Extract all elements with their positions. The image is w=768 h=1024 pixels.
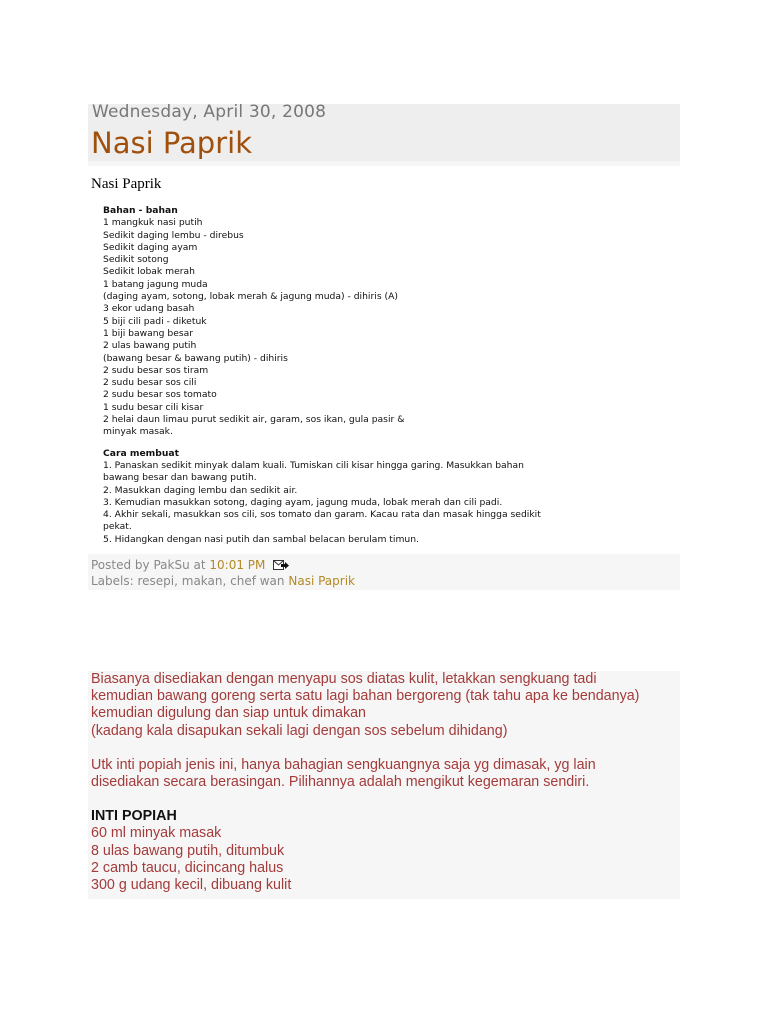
post-title[interactable]: Nasi Paprik: [91, 126, 252, 160]
method-line: pekat.: [103, 521, 132, 533]
ingredient-line: 1 sudu besar cili kisar: [103, 401, 204, 413]
method-line: 4. Akhir sekali, masukkan sos cili, sos tomato dan garam. Kacau rata dan masak hingga sedikit: [103, 509, 541, 521]
ingredient-line: 1 mangkuk nasi putih: [103, 217, 203, 229]
post-footer-labels: [91, 574, 355, 588]
ingredient-line: Sedikit daging ayam: [103, 241, 198, 253]
section-heading: INTI POPIAH: [91, 808, 177, 825]
method-line: 1. Panaskan sedikit minyak dalam kuali. Tumiskan cili kisar hingga garing. Masukkan bahan: [103, 459, 524, 471]
list-item: 300 g udang kecil, dibuang kulit: [91, 877, 292, 894]
ingredient-line: (daging ayam, sotong, lobak merah & jagung muda) - dihiris (A): [103, 291, 398, 303]
inner-title: Nasi Paprik: [91, 176, 162, 192]
popiah-text: [91, 671, 679, 894]
date-header: Wednesday, April 30, 2008: [92, 102, 327, 122]
ingredient-line: 2 ulas bawang putih: [103, 340, 197, 352]
method-line: 3. Kemudian masukkan sotong, daging ayam, jagung muda, lobak merah dan cili padi.: [103, 496, 503, 508]
method-line: 2. Masukkan daging lembu dan sedikit air.: [103, 484, 298, 496]
paragraph-line: kemudian bawang goreng serta satu lagi bahan bergoreng (tak tahu apa ke bendanya): [91, 688, 640, 705]
paragraph-line: (kadang kala disapukan sekali lagi dengan sos sebelum dihidang): [91, 722, 508, 739]
labels-text: Labels: resepi, makan, chef wan: [91, 574, 285, 588]
label-link[interactable]: Nasi Paprik: [288, 574, 355, 588]
method-line: bawang besar dan bawang putih.: [103, 472, 257, 484]
email-post-icon[interactable]: [273, 559, 289, 574]
ingredient-line: (bawang besar & bawang putih) - dihiris: [103, 352, 288, 364]
ingredient-line: 2 sudu besar sos tiram: [103, 364, 209, 376]
post-footer-author: [91, 558, 289, 574]
method-steps: [103, 460, 603, 546]
ingredient-line: 1 batang jagung muda: [103, 278, 208, 290]
ingredient-line: 1 biji bawang besar: [103, 327, 194, 339]
method-heading: Cara membuat: [103, 447, 179, 459]
ingredient-line: minyak masak.: [103, 426, 173, 438]
paragraph-line: kemudian digulung dan siap untuk dimakan: [91, 705, 367, 722]
method-line: 5. Hidangkan dengan nasi putih dan sambal belacan berulam timun.: [103, 533, 419, 545]
post-time-link[interactable]: 10:01 PM: [209, 558, 266, 572]
ingredient-line: Sedikit lobak merah: [103, 266, 195, 278]
list-item: 60 ml minyak masak: [91, 825, 222, 842]
ingredients-heading: Bahan - bahan: [103, 205, 178, 216]
paragraph-line: Utk inti popiah jenis ini, hanya bahagian sengkuangnya saja yg dimasak, yg lain: [91, 756, 596, 773]
list-item: 8 ulas bawang putih, ditumbuk: [91, 842, 285, 859]
ingredient-line: 2 sudu besar sos cili: [103, 377, 197, 389]
paragraph-line: disediakan secara berasingan. Pilihannya adalah mengikut kegemaran sendiri.: [91, 774, 590, 791]
ingredient-line: 2 helai daun limau purut sedikit air, garam, sos ikan, gula pasir &: [103, 414, 405, 426]
ingredient-line: Sedikit sotong: [103, 254, 169, 266]
ingredient-line: 5 biji cili padi - diketuk: [103, 315, 207, 327]
ingredient-line: 2 sudu besar sos tomato: [103, 389, 217, 401]
posted-by-text: Posted by PakSu at: [91, 558, 206, 572]
ingredient-line: Sedikit daging lembu - direbus: [103, 229, 244, 241]
recipe-content: [103, 205, 623, 546]
list-item: 2 camb taucu, dicincang halus: [91, 859, 284, 876]
ingredient-line: 3 ekor udang basah: [103, 303, 195, 315]
paragraph-line: Biasanya disediakan dengan menyapu sos diatas kulit, letakkan sengkuang tadi: [91, 671, 597, 687]
